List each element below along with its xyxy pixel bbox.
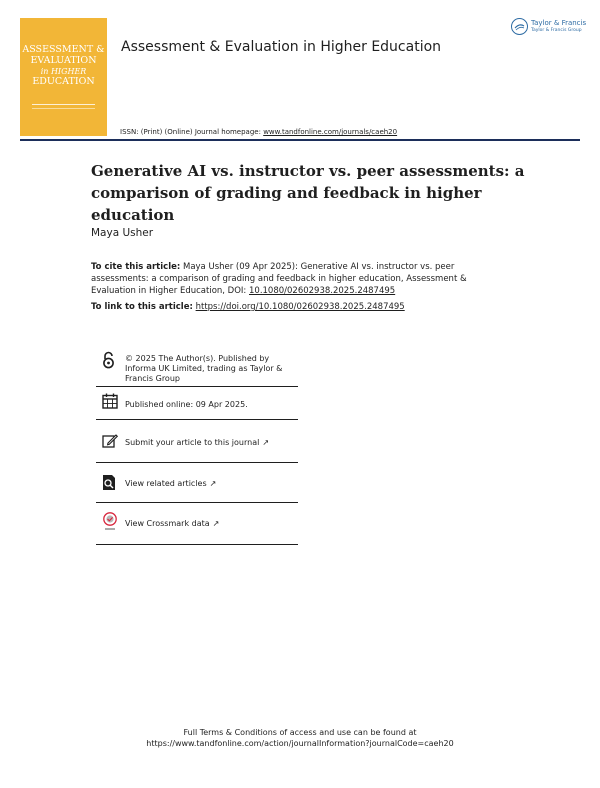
related-articles-label: View related articles — [125, 479, 207, 488]
crossmark-icon — [102, 512, 118, 538]
cover-title-line: EDUCATION — [32, 76, 95, 87]
issn-label: ISSN: (Print) (Online) Journal homepage: — [120, 128, 261, 136]
cite-text: Maya Usher (09 Apr 2025): Generative AI vs. instructor vs. peer assessments: a comparison of grading and feedback in higher education, Assessment & Evaluation in Higher Education, DOI: — [91, 262, 467, 296]
journal-title: Assessment & Evaluation in Higher Education — [121, 39, 442, 55]
issn-line — [120, 128, 397, 136]
cover-title-line: ASSESSMENT & — [22, 44, 105, 55]
external-link-icon: ↗ — [209, 479, 217, 488]
cover-divider — [32, 104, 95, 105]
publisher-logo-icon — [511, 18, 528, 35]
journal-homepage-link[interactable]: www.tandfonline.com/journals/caeh20 — [263, 128, 398, 136]
related-articles-link[interactable] — [125, 479, 297, 489]
article-author: Maya Usher — [91, 227, 154, 239]
publisher-logo — [511, 17, 586, 37]
copyright-text: © 2025 The Author(s). Published by Informa UK Limited, trading as Taylor & Francis Group — [125, 354, 283, 383]
doi-link[interactable]: 10.1080/02602938.2025.2487495 — [249, 286, 396, 296]
cover-title-line: EVALUATION — [30, 55, 97, 66]
external-link-icon: ↗ — [262, 438, 270, 447]
related-articles-item[interactable] — [96, 463, 298, 503]
footer — [0, 727, 600, 749]
cover-title-line: in HIGHER — [40, 67, 87, 76]
article-link-line — [91, 302, 405, 312]
related-articles-icon — [102, 474, 118, 495]
article-info-box — [96, 348, 298, 545]
open-access-icon — [102, 351, 115, 373]
calendar-icon — [102, 393, 118, 413]
published-item — [96, 387, 298, 420]
submit-article-item[interactable] — [96, 420, 298, 463]
external-link-icon: ↗ — [212, 519, 220, 528]
open-access-item — [96, 348, 298, 387]
cover-divider — [32, 108, 95, 109]
journal-cover — [20, 18, 107, 136]
footer-url[interactable]: https://www.tandfonline.com/action/journalInformation?journalCode=caeh20 — [146, 739, 454, 748]
crossmark-item[interactable] — [96, 503, 298, 545]
crossmark-link[interactable] — [125, 519, 297, 529]
citation — [91, 261, 511, 297]
edit-icon — [102, 433, 118, 453]
submit-article-link[interactable] — [125, 438, 297, 448]
cite-label: To cite this article: — [91, 262, 181, 272]
crossmark-label: View Crossmark data — [125, 519, 210, 528]
footer-terms: Full Terms & Conditions of access and use can be found at — [183, 728, 417, 737]
link-label: To link to this article: — [91, 302, 193, 312]
article-doi-url[interactable]: https://doi.org/10.1080/02602938.2025.2487495 — [195, 302, 405, 312]
publisher-tagline: Taylor & Francis Group — [531, 28, 582, 33]
published-date: Published online: 09 Apr 2025. — [125, 400, 248, 409]
article-title: Generative AI vs. instructor vs. peer assessments: a comparison of grading and feedback in higher education — [91, 162, 525, 224]
publisher-name: Taylor & Francis — [531, 19, 587, 27]
submit-article-label: Submit your article to this journal — [125, 438, 260, 447]
header-rule — [20, 139, 580, 141]
